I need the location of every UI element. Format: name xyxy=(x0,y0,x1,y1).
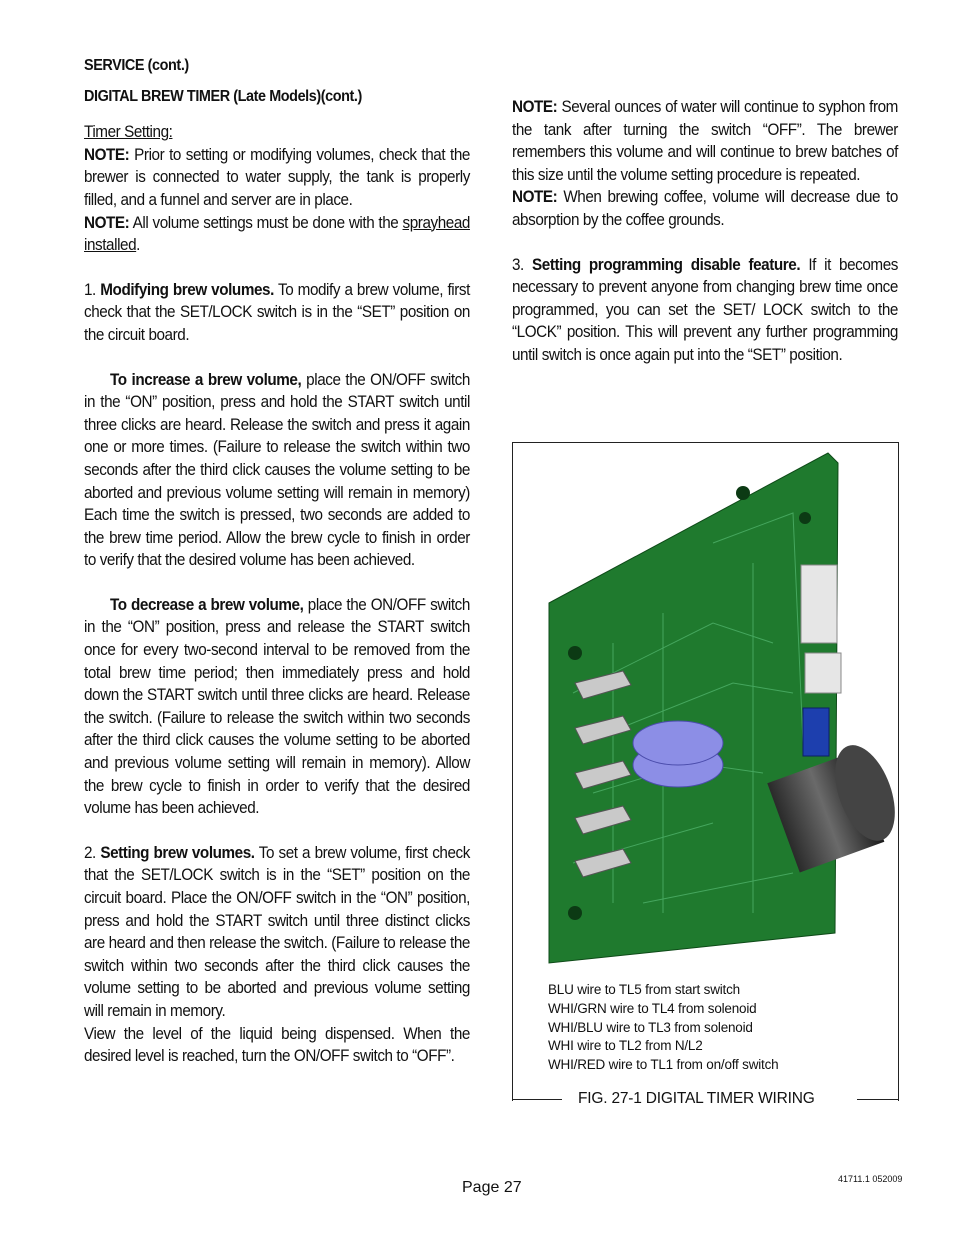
wire-legend xyxy=(548,981,778,1075)
wire-label: WHI/BLU wire to TL3 from solenoid xyxy=(548,1019,753,1035)
timer-setting-label: Timer Setting: xyxy=(84,123,173,142)
mount-hole xyxy=(568,906,582,920)
step-1: 1. Modifying brew volumes. To modify a brew volume, first check that the SET/LOCK switch is in the “SET” position on the circuit board. xyxy=(84,280,470,344)
caption-rule-right xyxy=(857,1099,898,1100)
circuit-board-illustration xyxy=(513,443,898,983)
section-heading: SERVICE (cont.) xyxy=(84,57,189,74)
view-level-text: View the level of the liquid being dispensed. When the desired level is reached, turn the ON/OFF switch to “OFF”. xyxy=(84,1024,470,1066)
buzzer xyxy=(633,721,723,787)
figure-caption: FIG. 27-1 DIGITAL TIMER WIRING xyxy=(578,1090,815,1107)
wire-label: BLU wire to TL5 from start switch xyxy=(548,982,740,997)
note-2: NOTE: All volume settings must be done with the sprayhead installed. xyxy=(84,213,470,255)
wire-label: WHI/GRN wire to TL4 from solenoid xyxy=(548,1000,757,1016)
note-1: NOTE: Prior to setting or modifying volumes, check that the brewer is connected to water supply, the tank is properly filled, and a funnel and server are in place. xyxy=(84,145,470,209)
wire-label: WHI wire to TL2 from N/L2 xyxy=(548,1038,703,1054)
mount-hole xyxy=(568,646,582,660)
mount-hole xyxy=(736,486,750,500)
decrease-volume: To decrease a brew volume, place the ON/OFF switch in the “ON” position, press and release the START switch once for every two-second interval to be removed from the total brew time period; then immediately press and hold down the START switch until three clicks are heard. Release the switch. (Failure to release the switch within two seconds after the third click causes the volume setting to be aborted and previous volume setting will remain in memory). Allow the brew cycle to finish in order to verify that the desired volume has been achieved. xyxy=(84,595,470,818)
step-2: 2. Setting brew volumes. To set a brew volume, first check that the SET/LOCK switch is in the “SET” position on the circuit board. Place the ON/OFF switch in the “ON” position, press and hold the START switch until three distinct clicks are heard and then release the switch. (Failure to release the switch within two seconds after the third click causes the volume setting to be aborted and previous volume setting will remain in memory. xyxy=(84,843,470,1020)
document-id: 41711.1 052009 xyxy=(838,1174,903,1184)
note-4: NOTE: When brewing coffee, volume will decrease due to absorption by the coffee grounds. xyxy=(512,188,898,229)
caption-rule-left xyxy=(512,1099,562,1100)
wire-label: WHI/RED wire to TL1 from on/off switch xyxy=(548,1057,779,1073)
set-lock-switch xyxy=(803,708,829,756)
circuit-board xyxy=(549,453,838,963)
subsection-heading: DIGITAL BREW TIMER (Late Models)(cont.) xyxy=(84,87,362,105)
right-column xyxy=(512,96,898,367)
note-3: NOTE: Several ounces of water will continue to syphon from the tank after turning the switch “OFF”. The brewer remembers this volume and will continue to brew batches of this size until the volume setting procedure is repeated. xyxy=(512,98,898,184)
step-3: 3. Setting programming disable feature. If it becomes necessary to prevent anyone from changing brew time once programmed, you can set the SET/ LOCK switch to the “LOCK” position. This will prevent any further programming until switch is once again put into the “SET” position. xyxy=(512,255,898,364)
connector-block xyxy=(801,565,841,693)
left-column xyxy=(84,55,470,1068)
mount-hole xyxy=(799,512,811,524)
increase-volume: To increase a brew volume, place the ON/OFF switch in the “ON” position, press and hold the START switch until three clicks are heard. Release the switch and press it again one or more times. (Failure to release the switch within two seconds after the third click causes the volume setting to be aborted and previous volume setting will remain in memory) Each time the switch is pressed, two seconds are added to the brew time period. Allow the brew cycle to finish in order to verify that the desired volume has been achieved. xyxy=(84,370,470,570)
page-number: Page 27 xyxy=(462,1179,522,1196)
